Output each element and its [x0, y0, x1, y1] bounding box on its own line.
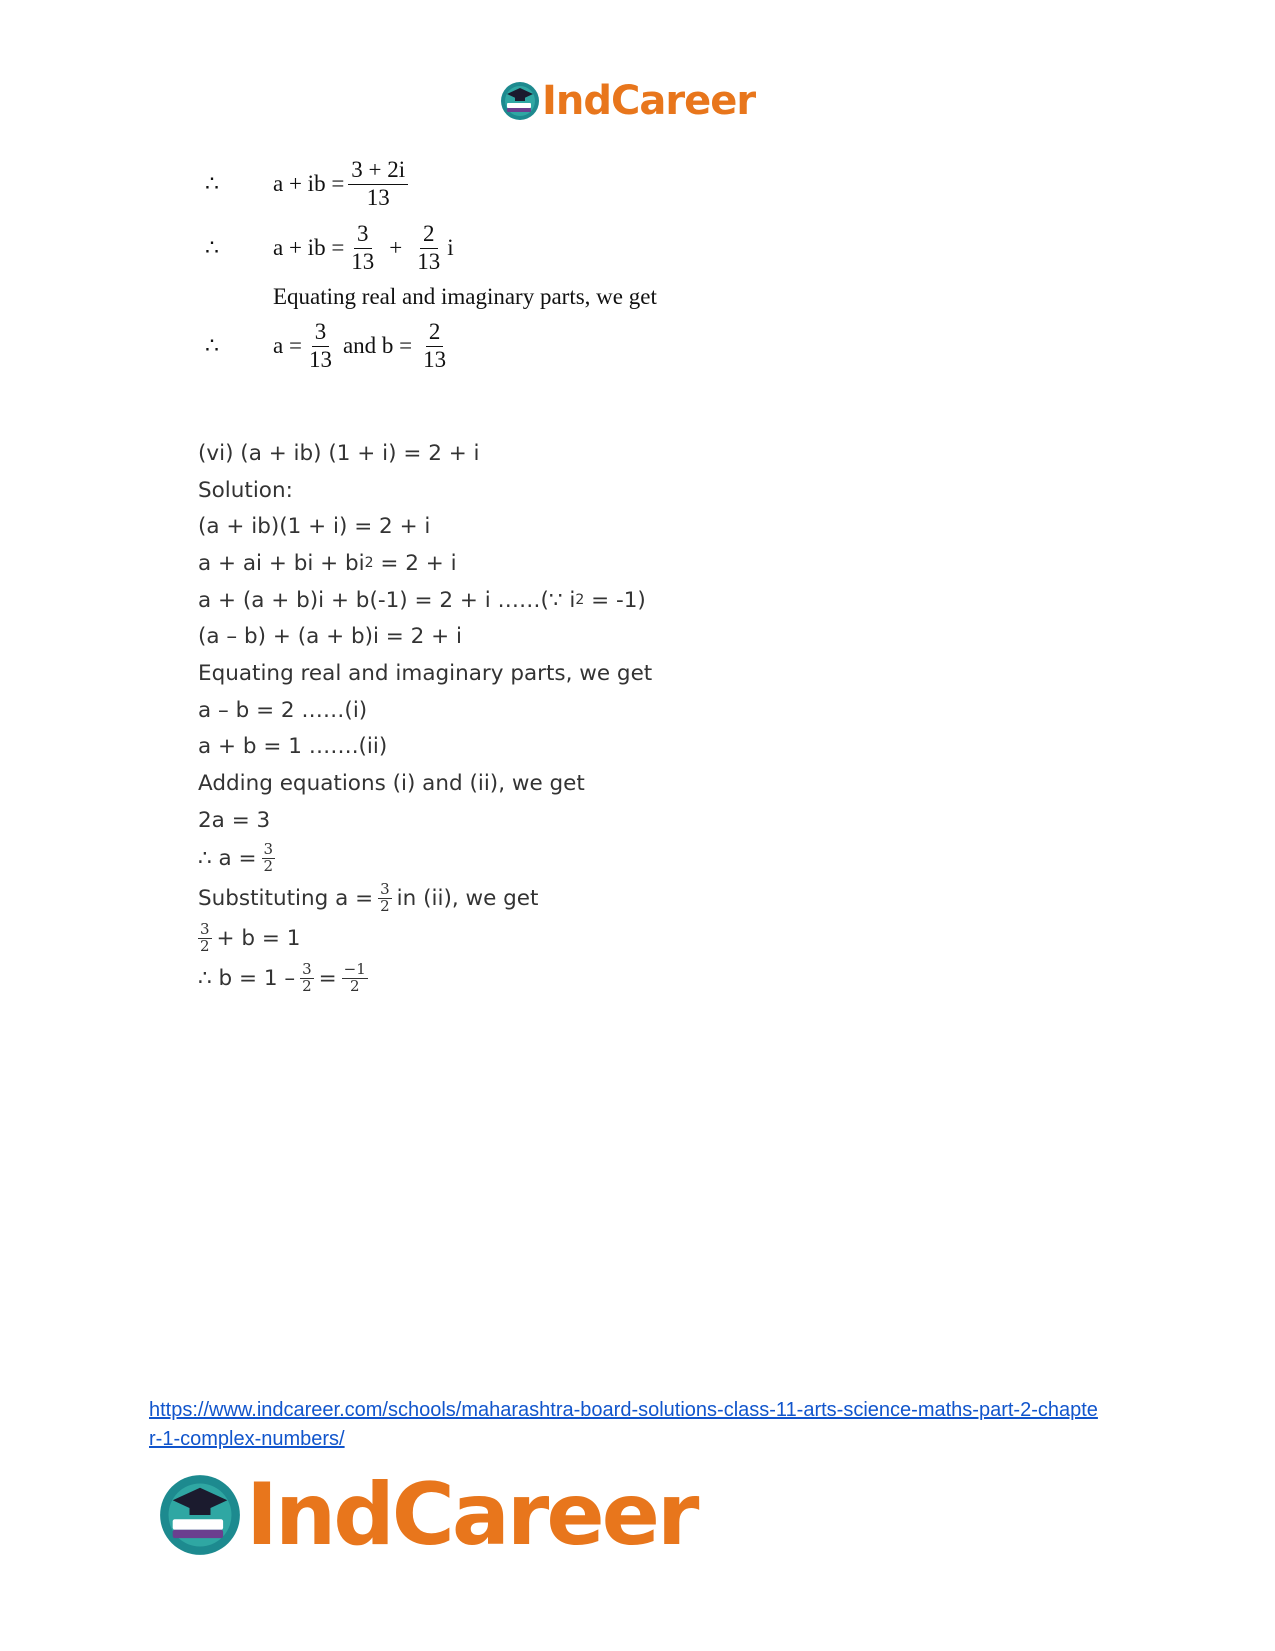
fraction	[306, 320, 335, 371]
equation-lhs: a =	[273, 333, 302, 358]
equation-lhs: a + ib =	[273, 171, 345, 196]
fraction	[378, 882, 392, 915]
solution-block	[198, 435, 898, 999]
therefore-symbol: ∴	[205, 333, 219, 358]
fraction	[420, 320, 449, 371]
source-url-link[interactable]: https://www.indcareer.com/schools/maharashtra-board-solutions-class-11-arts-science-maths-part-2-chapter-1-complex-numbers/	[149, 1399, 1098, 1450]
numerator: 2	[426, 320, 444, 346]
solution-step: a – b = 2 ……(i)	[198, 697, 368, 723]
denominator: 2	[263, 857, 274, 876]
equals-sign: =	[318, 966, 337, 992]
denominator: 13	[417, 248, 441, 274]
solution-step	[198, 839, 898, 879]
solution-label: Solution:	[198, 477, 293, 503]
solution-step: 2a = 3	[198, 807, 271, 833]
numerator: 3 + 2i	[348, 158, 408, 184]
equation-line	[205, 152, 765, 216]
plus-sign: +	[389, 235, 403, 260]
step-text: ∴ a =	[198, 846, 257, 872]
fraction	[300, 962, 314, 995]
denominator: 2	[302, 977, 312, 996]
step-text: Substituting a =	[198, 886, 374, 912]
footer-logo	[158, 1465, 696, 1565]
step-text: a + ai + bi + bi	[198, 550, 365, 576]
fraction	[198, 922, 212, 955]
therefore-symbol: ∴	[205, 171, 219, 196]
numerator: 3	[380, 880, 390, 899]
numerator: 3	[302, 960, 312, 979]
equation-line	[205, 216, 765, 280]
denominator: 13	[366, 184, 390, 210]
numerator: 2	[420, 222, 438, 248]
solution-step	[198, 959, 898, 999]
solution-step: a + b = 1 …….(ii)	[198, 734, 388, 760]
solution-step: Equating real and imaginary parts, we get	[198, 660, 653, 686]
question-line: (vi) (a + ib) (1 + i) = 2 + i	[198, 440, 480, 466]
numerator: 3	[263, 840, 274, 859]
solution-step	[198, 879, 898, 919]
numerator: 3	[200, 920, 210, 939]
step-text: = -1)	[584, 587, 646, 613]
step-text: ∴ b = 1 –	[198, 966, 296, 992]
solution-step: a + (a + b)i + b(-1) = 2 + i ……(∵ i 2 = -1)	[198, 587, 646, 613]
logo-text: IndCareer	[542, 78, 756, 124]
numerator: 3	[312, 320, 330, 346]
text-line: Equating real and imaginary parts, we get	[273, 284, 657, 309]
graduation-book-icon	[158, 1473, 242, 1557]
solution-step: (a – b) + (a + b)i = 2 + i	[198, 624, 462, 650]
denominator: 13	[423, 346, 447, 372]
denominator: 13	[351, 248, 375, 274]
logo-text: IndCareer	[246, 1465, 697, 1565]
denominator: 2	[200, 937, 210, 956]
textbook-excerpt	[205, 152, 765, 378]
step-text: = 2 + i	[373, 550, 457, 576]
numerator: 3	[354, 222, 372, 248]
solution-step: a + ai + bi + bi 2 = 2 + i	[198, 550, 457, 576]
graduation-book-icon	[500, 81, 540, 121]
therefore-symbol: ∴	[205, 235, 219, 260]
denominator: 2	[380, 897, 390, 916]
fraction	[342, 962, 368, 995]
equation-line	[205, 314, 765, 378]
imaginary-unit: i	[447, 235, 454, 260]
step-text: + b = 1	[216, 926, 301, 952]
header-logo	[500, 78, 755, 124]
step-text: a + (a + b)i + b(-1) = 2 + i ……(∵ i	[198, 587, 576, 613]
solution-step: (a + ib)(1 + i) = 2 + i	[198, 514, 431, 540]
solution-step	[198, 919, 898, 959]
fraction	[414, 222, 443, 273]
conjunction: and b =	[342, 333, 413, 358]
fraction	[348, 158, 408, 209]
solution-step: Adding equations (i) and (ii), we get	[198, 771, 585, 797]
fraction	[348, 222, 377, 273]
denominator: 2	[349, 977, 360, 996]
step-text: in (ii), we get	[396, 886, 539, 912]
fraction	[262, 842, 276, 875]
equation-lhs: a + ib =	[273, 235, 345, 260]
denominator: 13	[308, 346, 332, 372]
numerator: −1	[343, 960, 366, 979]
